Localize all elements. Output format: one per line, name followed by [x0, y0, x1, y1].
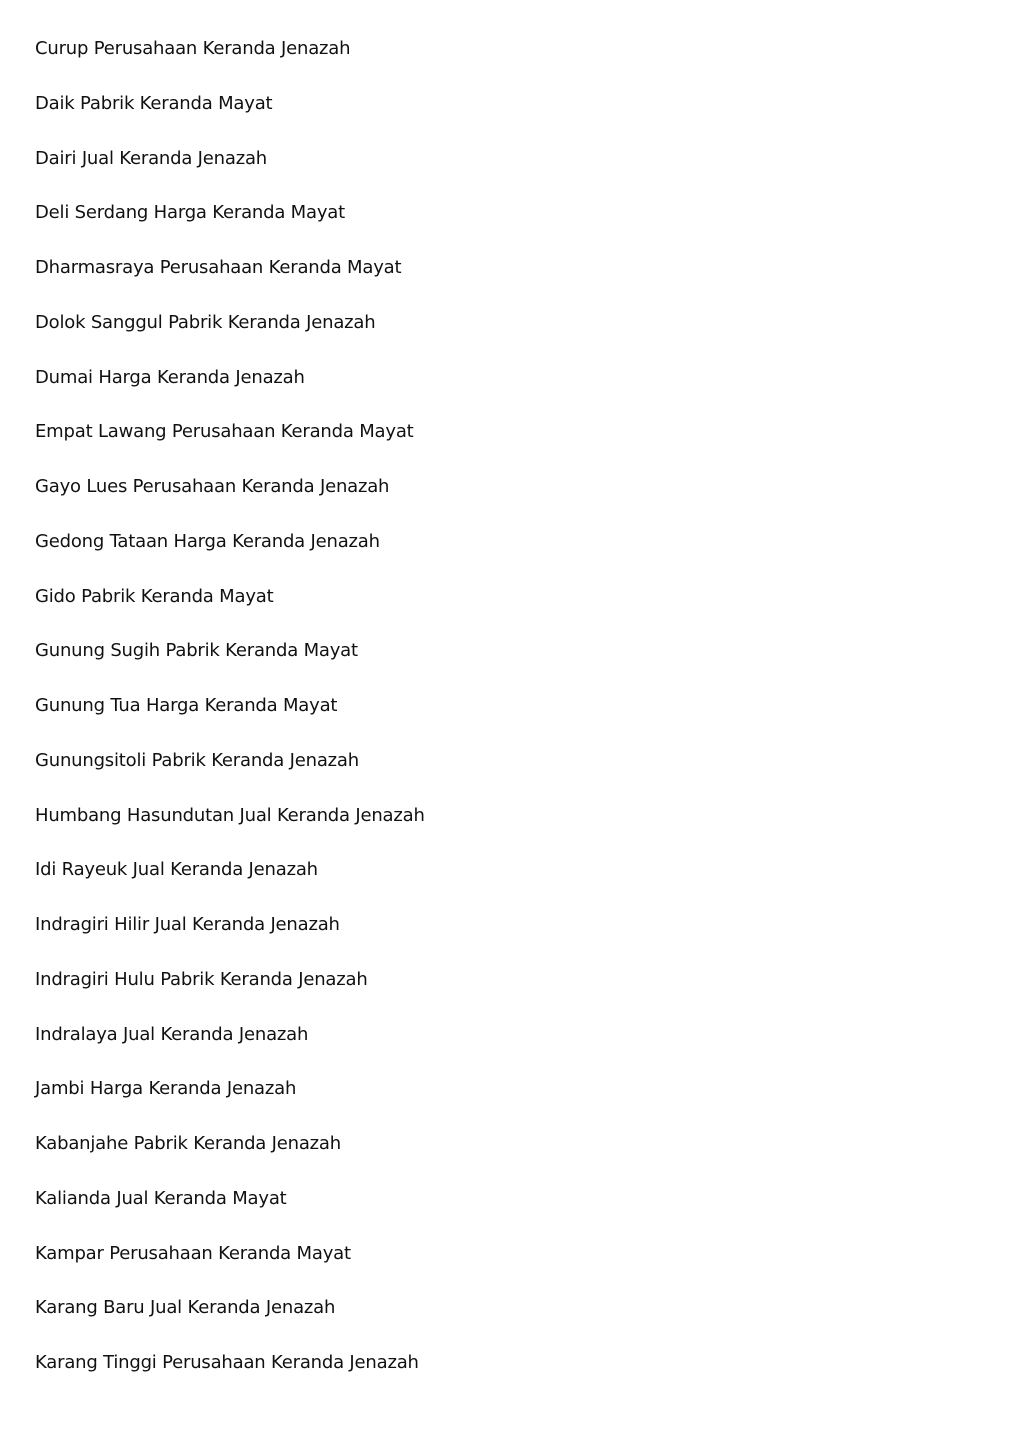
text-line: Idi Rayeuk Jual Keranda Jenazah: [35, 859, 318, 881]
text-line: Indragiri Hilir Jual Keranda Jenazah: [35, 914, 340, 935]
text-line: Indralaya Jual Keranda Jenazah: [35, 1023, 309, 1045]
text-line: Deli Serdang Harga Keranda Mayat: [35, 202, 345, 224]
text-line: Humbang Hasundutan Jual Keranda Jenazah: [35, 804, 425, 826]
text-line: Curup Perusahaan Keranda Jenazah: [35, 38, 351, 59]
text-line: Jambi Harga Keranda Jenazah: [35, 1078, 297, 1100]
text-line: Gunungsitoli Pabrik Keranda Jenazah: [35, 749, 359, 771]
text-line: Gunung Sugih Pabrik Keranda Mayat: [35, 640, 358, 662]
text-line: Dumai Harga Keranda Jenazah: [35, 366, 305, 388]
text-line: Dairi Jual Keranda Jenazah: [35, 147, 267, 169]
text-line: Gido Pabrik Keranda Mayat: [35, 585, 274, 607]
text-line: Empat Lawang Perusahaan Keranda Mayat: [35, 421, 414, 443]
text-line: Dolok Sanggul Pabrik Keranda Jenazah: [35, 311, 376, 333]
text-line-list: [35, 37, 425, 1406]
text-line: Karang Tinggi Perusahaan Keranda Jenazah: [35, 1352, 419, 1373]
text-line: Indragiri Hulu Pabrik Keranda Jenazah: [35, 968, 368, 990]
text-line: Kampar Perusahaan Keranda Mayat: [35, 1242, 351, 1264]
text-line: Dharmasraya Perusahaan Keranda Mayat: [35, 257, 402, 278]
text-line: Gedong Tataan Harga Keranda Jenazah: [35, 530, 380, 552]
text-line: Kalianda Jual Keranda Mayat: [35, 1187, 287, 1209]
text-line: Karang Baru Jual Keranda Jenazah: [35, 1297, 336, 1319]
text-line: Kabanjahe Pabrik Keranda Jenazah: [35, 1133, 341, 1154]
text-line: Daik Pabrik Keranda Mayat: [35, 92, 273, 114]
text-line: Gunung Tua Harga Keranda Mayat: [35, 695, 338, 716]
text-line: Gayo Lues Perusahaan Keranda Jenazah: [35, 476, 390, 497]
